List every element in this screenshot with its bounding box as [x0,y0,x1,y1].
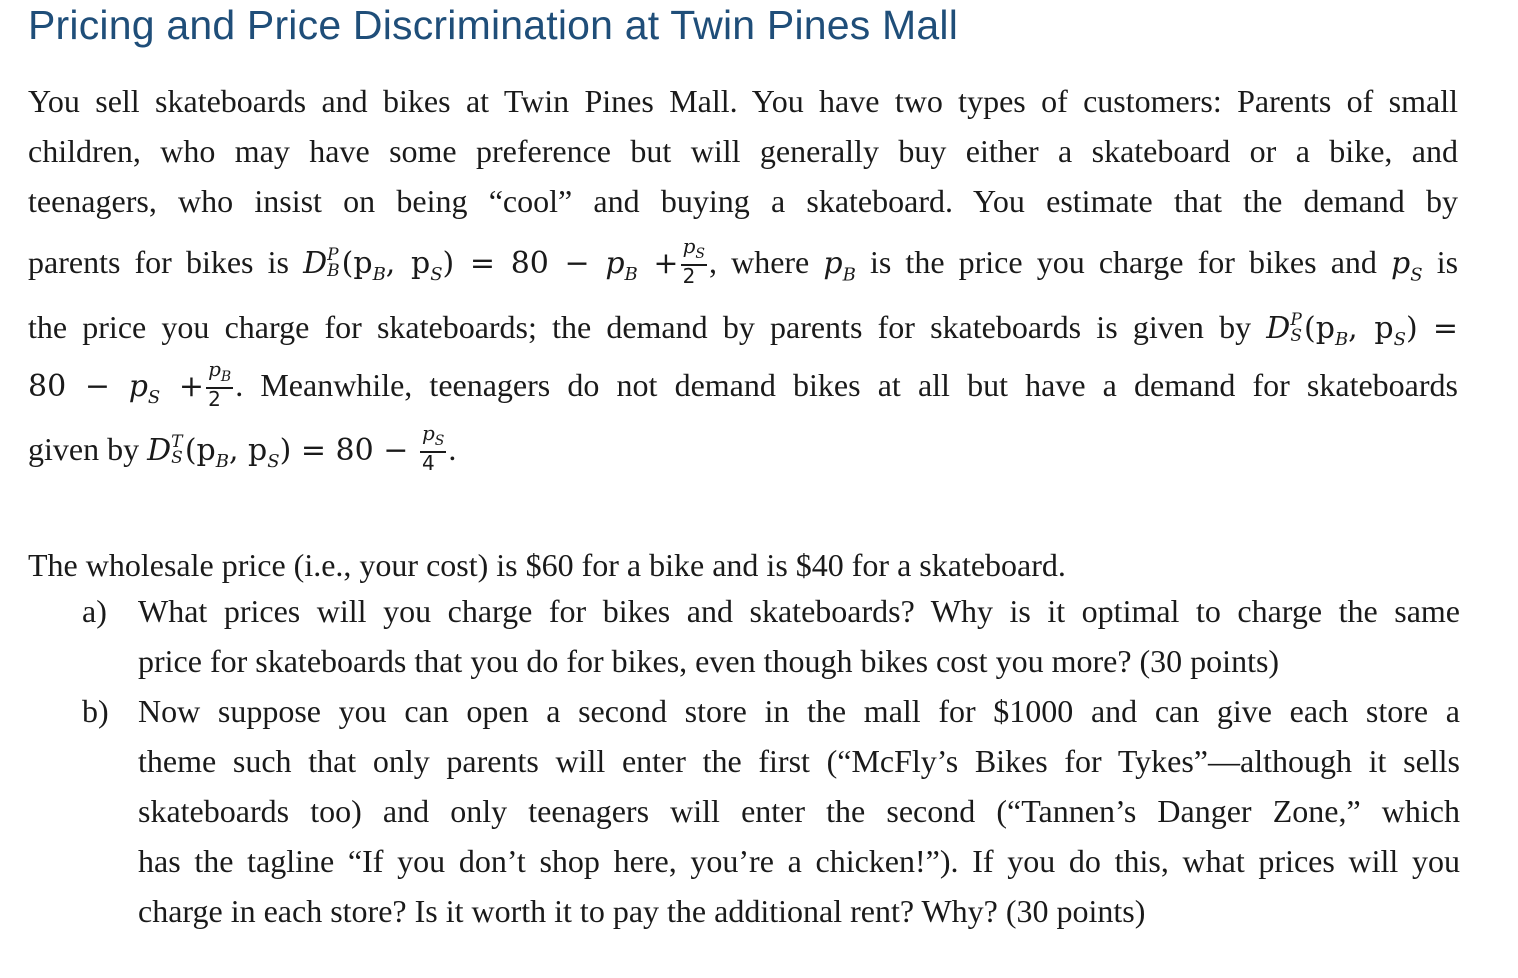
question-list [82,586,1460,936]
document-page [28,0,1460,929]
question-b [82,686,1460,936]
line4-text-before: parents for bikes is [28,244,289,280]
question-b-marker: b) [82,693,109,729]
ps-over-2-fraction: $\frac{p_S}{2}$ [682,234,705,288]
intro-line-3: teenagers, who insist on being “cool” and buying a skateboard. You estimate that the demand by [28,183,1458,219]
question-b-line-3: skateboards too) and only teenagers will enter the second (“Tannen’s Danger Zone,” which [138,793,1460,829]
intro-line-2: children, who may have some preference but will generally buy either a skateboard or a bike, and [28,133,1458,169]
question-b-line-2: theme such that only parents will enter the first (“McFly’s Bikes for Tykes”—although it sells [138,743,1460,779]
intro-line-5-skateboard-demand: the price you charge for skateboards; the demand by parents for skateboards is given by D P S ($p_B$, $p_S$) = [28,309,1459,350]
question-a [82,586,1460,686]
question-b-line-5: charge in each store? Is it worth it to pay the additional rent? Why? (30 points) [138,893,1146,929]
question-b-line-1: Now suppose you can open a second store in the mall for $1000 and can give each store a [138,693,1460,729]
ps-over-4-fraction: $\frac{p_S}{4}$ [421,421,445,475]
intro-paragraph [28,76,1458,484]
bike-demand-formula: D P B ($p_B$, $p_S) = 80 - p_B$ + $\frac{p_S}{2}$ [303,234,705,288]
teen-skateboard-demand-formula: D T S ($p_B$, $p_S) = 80$ − $\frac{p_S}{4}$ [147,421,445,475]
intro-line-4-bike-demand: parents for bikes is D P B ($p_B$, $p_S) = 80 - p_B$ + $\frac{p_S}{2}$ , where $p_B$ is the price you charge for bikes and $p_S$ is [28,234,1459,288]
wholesale-cost-text: The wholesale price (i.e., your cost) is $60 for a bike and is $40 for a skateboard. [28,547,1066,583]
pb-over-2-fraction: $\frac{p_B}{2}$ [208,357,232,411]
intro-line-1: You sell skateboards and bikes at Twin Pines Mall. You have two types of customers: Parents of small [28,83,1458,119]
parent-skateboard-demand-formula: D P S ($p_B$, $p_S$) [1266,310,1418,350]
document-title: Pricing and Price Discrimination at Twin Pines Mall [28,2,959,48]
question-a-line-2: price for skateboards that you do for bikes, even though bikes cost you more? (30 points) [138,643,1280,679]
intro-line-6: $80 - p_S$ + $\frac{p_B}{2}$ . Meanwhile, teenagers do not demand bikes at all but have a demand for skateboards [28,357,1458,411]
question-a-line-1: What prices will you charge for bikes and skateboards? Why is it optimal to charge the same [138,593,1460,629]
question-b-line-4: has the tagline “If you don’t shop here, you’re a chicken!”). If you do this, what prices will you [138,843,1460,879]
intro-line-7-teen-demand: given by D T S ($p_B$, $p_S) = 80$ − $\frac{p_S}{4}$ . [28,421,457,475]
question-a-marker: a) [82,593,107,629]
